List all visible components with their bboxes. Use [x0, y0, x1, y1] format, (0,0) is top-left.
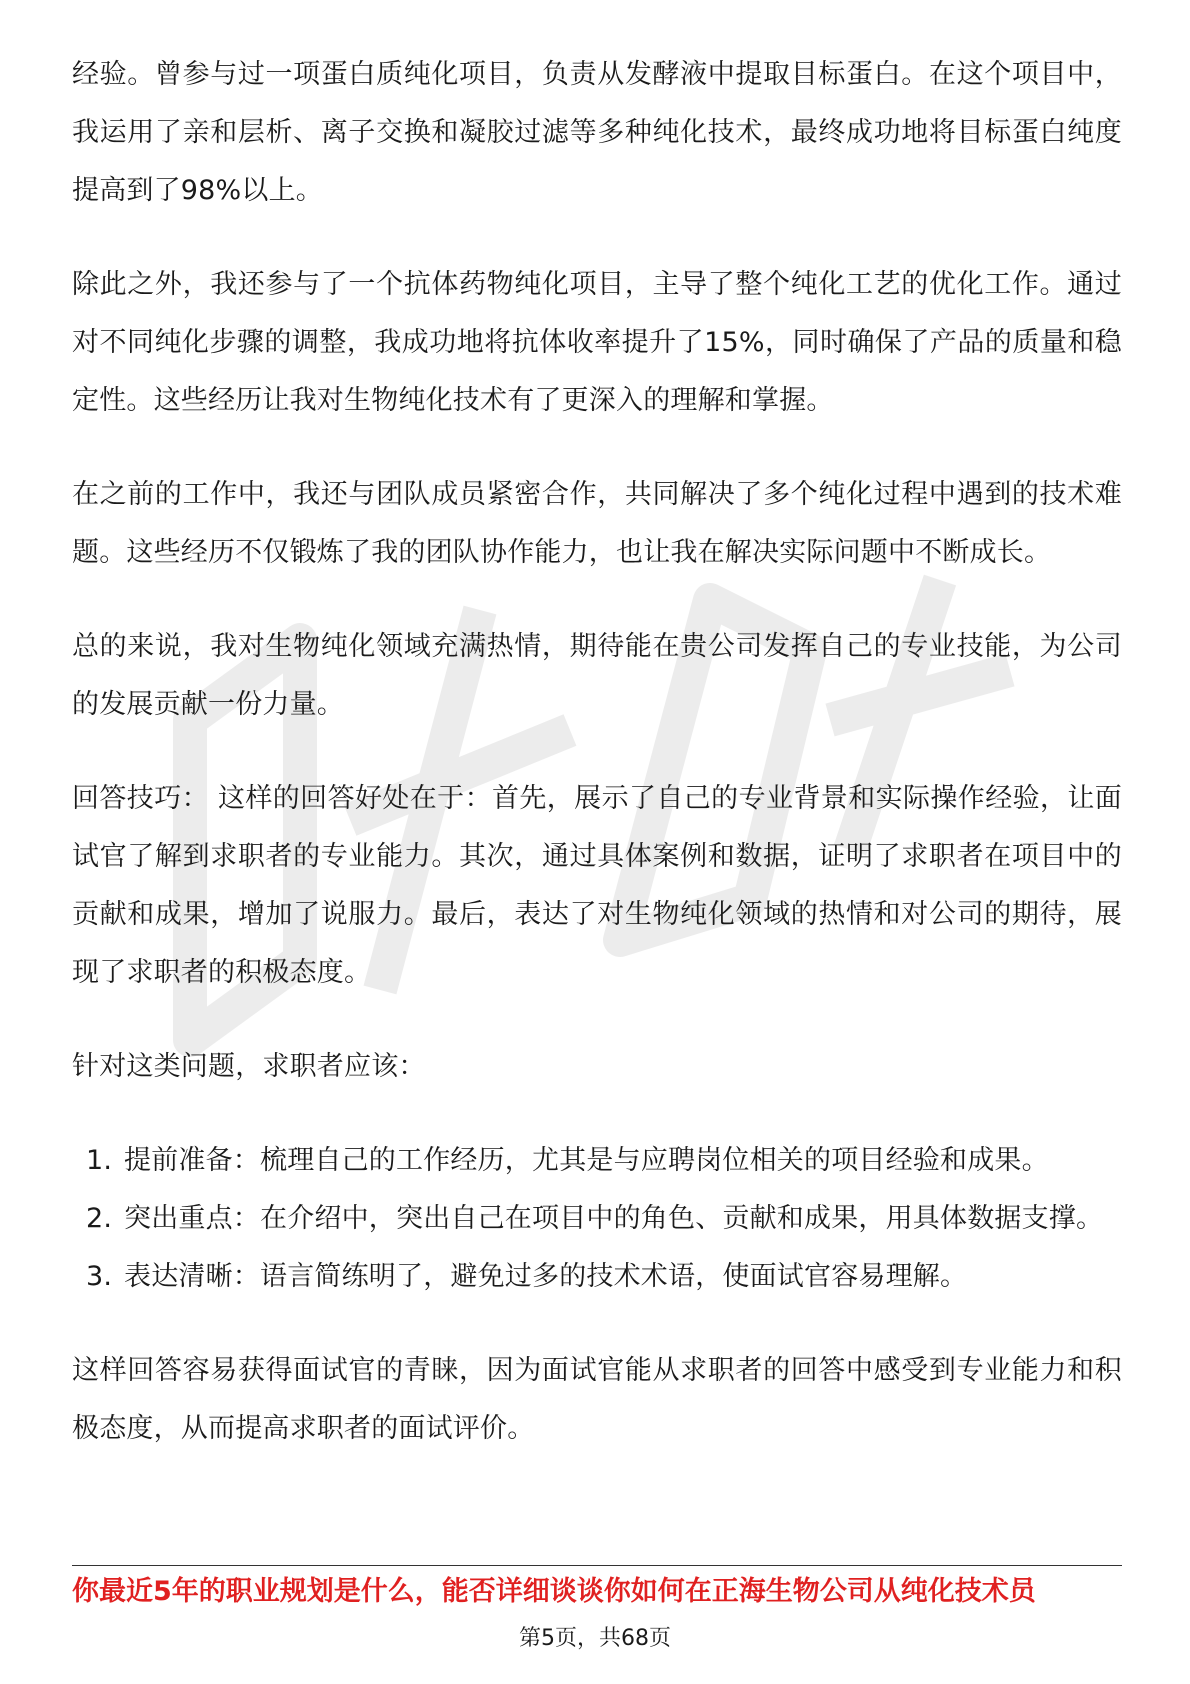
list-item-text: 突出重点：在介绍中，突出自己在项目中的角色、贡献和成果，用具体数据支撑。 — [124, 1203, 1104, 1234]
paragraph-experience: 经验。曾参与过一项蛋白质纯化项目，负责从发酵液中提取目标蛋白。在这个项目中，我运用了亲和层析、离子交换和凝胶过滤等多种纯化技术，最终成功地将目标蛋白纯度提高到了98%以上。 — [72, 59, 1122, 206]
list-item — [72, 1132, 1122, 1190]
page-number: 第5页，共68页 — [519, 1626, 671, 1651]
list-item-number: 3. — [86, 1261, 113, 1292]
footer-divider — [72, 1565, 1122, 1566]
paragraph-advice-intro: 针对这类问题，求职者应该： — [72, 1051, 426, 1082]
paragraph-closing: 这样回答容易获得面试官的青睐，因为面试官能从求职者的回答中感受到专业能力和积极态度，从而提高求职者的面试评价。 — [72, 1355, 1122, 1444]
paragraph-antibody-project: 除此之外，我还参与了一个抗体药物纯化项目，主导了整个纯化工艺的优化工作。通过对不同纯化步骤的调整，我成功地将抗体收率提升了15%，同时确保了产品的质量和稳定性。这些经历让我对生物纯化技术有了更深入的理解和掌握。 — [72, 269, 1122, 416]
paragraph-answer-tips: 回答技巧： 这样的回答好处在于：首先，展示了自己的专业背景和实际操作经验，让面试官了解到求职者的专业能力。其次，通过具体案例和数据，证明了求职者在项目中的贡献和成果，增加了说服力。最后，表达了对生物纯化领域的热情和对公司的期待，展现了求职者的积极态度。 — [72, 783, 1122, 988]
list-item-text: 表达清晰：语言简练明了，避免过多的技术术语，使面试官容易理解。 — [124, 1261, 968, 1292]
list-item-text: 提前准备：梳理自己的工作经历，尤其是与应聘岗位相关的项目经验和成果。 — [124, 1145, 1049, 1176]
list-item — [72, 1248, 1122, 1306]
document-body — [72, 46, 1122, 1494]
advice-list — [72, 1132, 1122, 1306]
paragraph-summary: 总的来说，我对生物纯化领域充满热情，期待能在贵公司发挥自己的专业技能，为公司的发展贡献一份力量。 — [72, 631, 1122, 720]
list-item-number: 1. — [86, 1145, 113, 1176]
list-item-number: 2. — [86, 1203, 113, 1234]
paragraph-teamwork: 在之前的工作中，我还与团队成员紧密合作，共同解决了多个纯化过程中遇到的技术难题。这些经历不仅锻炼了我的团队协作能力，也让我在解决实际问题中不断成长。 — [72, 479, 1122, 568]
next-question-title: 你最近5年的职业规划是什么，能否详细谈谈你如何在正海生物公司从纯化技术员 — [72, 1576, 1036, 1607]
list-item — [72, 1190, 1122, 1248]
